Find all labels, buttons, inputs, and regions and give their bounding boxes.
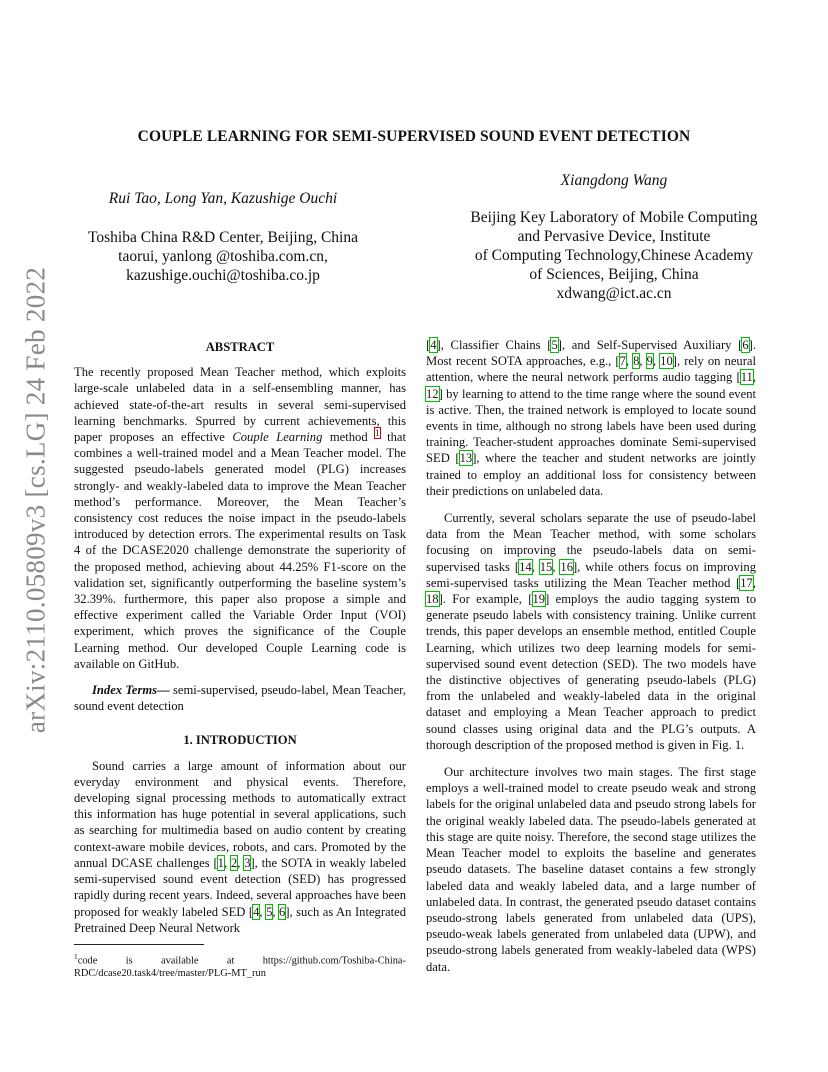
affiliation-line: Toshiba China R&D Center, Beijing, China (88, 229, 358, 246)
index-terms-label: Index Terms— (92, 683, 170, 698)
abstract-text: method (322, 430, 368, 445)
citation-link[interactable]: 12 (426, 386, 439, 401)
index-terms (74, 682, 406, 714)
citation-link[interactable]: 4 (253, 904, 260, 919)
email-line[interactable]: xdwang@ict.ac.cn (556, 285, 672, 302)
body-text: ] by learning to attend to the time range where the sound event is active. Then, the trained network is employed to locate sound events in time, although no strong labels have been used during training. Teacher-student approaches dominate Semi-supervised SED [ (426, 386, 756, 466)
introduction-paragraph: Our architecture involves two main stages. The first stage employs a well-trained model to create pseudo weak and strong labels for the original unlabeled data and pseudo strong labels for the original weakly labeled data. The pseudo-labels generated at this stage are quite noisy. Therefore, the second stage utilizes the Mean Teacher model to exploits the baseline and generates pseudo datasets. The baseline dataset contains a few strongly labeled data and weakly labeled data, and a large number of unlabeled data. In contrast, the generated pseudo dataset contains pseudo-strong labels generated from unlabeled data (UPS), pseudo-weak labels generated from unlabeled data (UPW), and pseudo-strong labels generated from weakly-labeled data (WPS) data. (426, 765, 756, 974)
citation-link[interactable]: 19 (532, 592, 546, 607)
body-text: ] employs the audio tagging system to generate pseudo labels with consistency training. Unlike current trends, this paper develops an ensemble method, entitled Couple Learning, which utilizes two deep learning models for semi-supervised sound event detection (SED). The two models have the distinctive objectives of generating pseudo-labels (PLG) from the unlabeled and weakly-labeled data in the original dataset and employing a Mean Teacher approach to predict sound classes using original data and the PLG’s outputs. A thorough description of the proposed method is given in Fig. 1. (426, 592, 756, 752)
citation-link[interactable]: 5 (551, 338, 558, 352)
citation-link[interactable]: 1 (217, 855, 224, 870)
abstract-text: The recently proposed Mean Teacher method, which exploits large-scale unlabeled data in a self-ensembling manner, has achieved state-of-the-art results in several semi-supervised learning benchmarks. Spurred by current achievements, this paper proposes an effective (74, 365, 406, 445)
abstract-heading: ABSTRACT (205, 340, 275, 354)
affiliation-line: and Pervasive Device, Institute (517, 228, 711, 245)
citation-link[interactable]: 10 (660, 354, 673, 369)
affiliation-line: Beijing Key Laboratory of Mobile Computing (470, 209, 758, 226)
footnote-link[interactable]: 1 (375, 427, 380, 438)
citation-link[interactable]: 13 (459, 451, 473, 466)
arxiv-stamp-text: arXiv:2110.05809v3 [cs.LG] 24 Feb 2022 (20, 266, 51, 734)
email-line[interactable]: kazushige.ouchi@toshiba.co.jp (126, 267, 320, 284)
citation-link[interactable]: 6 (279, 904, 286, 919)
citation-link[interactable]: 6 (742, 338, 749, 352)
introduction-heading: 1. INTRODUCTION (183, 733, 297, 748)
introduction-paragraph: Sound carries a large amount of information about our everyday environment and physical events. Therefore, developing signal processing methods to automatically extract this information has huge potential in several applications, such as searching for multimedia based on audio content by creating context-aware mobile devices, robots, and cars. Promoted by the annual DCASE challenges [1, 2, 3], the SOTA in weakly labeled semi-supervised sound event detection (SED) has progressed rapidly during recent years. Indeed, several approaches have been proposed for weakly labeled SED [4, 5, 6], such as An Integrated Pretrained Deep Neural Network (74, 758, 406, 935)
body-text: ], while others focus on improving semi-supervised tasks utilizing the Mean Teacher method [ (426, 559, 756, 590)
citation-link[interactable]: 4 (430, 338, 437, 352)
introduction-paragraph: Currently, several scholars separate the use of pseudo-label data from the Mean Teacher method, with some scholars focusing on improving the pseudo-labels data on semi-supervised tasks [14, 15, 16], while others focus on improving semi-supervised tasks utilizing the Mean Teacher method [17, 18]. For example, [19] employs the audio tagging system to generate pseudo labels with consistency training. Unlike current trends, this paper develops an ensemble method, entitled Couple Learning, which utilizes two deep learning models for semi-supervised sound event detection (SED). The two models have the distinctive objectives of generating pseudo-labels (PLG) from the unlabeled and weakly-labeled data in the original dataset and employing a Mean Teacher approach to predict sound classes using original data and the PLG’s outputs. A thorough description of the proposed method is given in Fig. 1. (426, 511, 756, 752)
body-text: Sound carries a large amount of information about our everyday environment and physical events. Therefore, developing signal processing methods to automatically extract this information has huge potential in several applications, such as searching for multimedia based on audio content by creating context-aware mobile devices, robots, and cars. Promoted by the annual DCASE challenges [ (74, 758, 406, 870)
affiliation-line: of Computing Technology,Chinese Academy (474, 247, 754, 264)
citation-link[interactable]: 8 (633, 354, 640, 369)
footnote (74, 950, 406, 980)
body-text: ]. For example, [ (438, 592, 533, 607)
abstract-body (74, 364, 406, 672)
body-text: ], where the teacher and student networks are jointly trained to employ an additional loss for consistency between their predictions on unlabeled data. (426, 451, 756, 498)
citation-link[interactable]: 11 (740, 370, 753, 385)
body-text: ], rely on neural attention, where the neural network performs audio tagging [ (426, 354, 756, 385)
citation-link[interactable]: 14 (519, 559, 532, 574)
abstract-emphasis: Couple Learning (232, 430, 323, 445)
left-column (74, 337, 406, 936)
body-text: ], and Self-Supervised Auxiliary [ (557, 338, 743, 352)
footnote-divider (74, 944, 204, 945)
citation-link[interactable]: 3 (244, 855, 251, 870)
body-text: ], Classifier Chains [ (436, 338, 552, 352)
affiliation-line: of Sciences, Beijing, China (529, 266, 699, 283)
citation-link[interactable]: 15 (539, 559, 553, 574)
citation-link[interactable]: 7 (619, 354, 626, 369)
introduction-paragraph: [4], Classifier Chains [5], and Self-Supervised Auxiliary [6]. Most recent SOTA approaches, e.g., [7, 8, 9, 10], rely on neural attention, where the neural network performs audio tagging [11, 12] by learning to attend to the time range where the sound event is active. Then, the trained network is employed to locate sound events in time, although no strong labels have been used during training. Teacher-student approaches dominate Semi-supervised SED [13], where the teacher and student networks are jointly trained to employ an additional loss for consistency between their predictions on unlabeled data. (426, 338, 756, 498)
right-column (426, 337, 756, 975)
email-line[interactable]: taorui, yanlong @toshiba.com.cn, (118, 248, 328, 265)
citation-link[interactable]: 16 (560, 559, 573, 574)
body-text: Currently, several scholars separate the use of pseudo-label data from the Mean Teacher method, with some scholars focusing on improving the pseudo-labels data on semi-supervised tasks [ (426, 511, 756, 574)
author-names-right: Xiangdong Wang (560, 172, 668, 189)
citation-link[interactable]: 18 (426, 592, 439, 607)
citation-link[interactable]: 17 (740, 575, 753, 590)
abstract-text: that combines a well-trained model and a Mean Teacher model. The suggested pseudo-labels generated model (PLG) increases strongly- and weakly-labeled data to improve the Mean Teacher method’s performance. Moreover, the Mean Teacher’s consistency cost reduces the noise impact in the pseudo-labels introduced by detection errors. The experimental results on Task 4 of the DCASE2020 challenge demonstrate the superiority of the proposed method, achieving about 44.25% F1-score on the validation set, significantly outperforming the baseline system’s 32.39%. furthermore, this paper also propose a simple and effective experiment called the Variable Order Input (VOI) experiment, which proves the significance of the Couple Learning method. Our developed Couple Learning code is available on GitHub. (74, 430, 406, 671)
footnote-mark: 1 (74, 952, 78, 961)
body-text: ], the SOTA in weakly labeled semi-supervised sound event detection (SED) has progressed rapidly during recent years. Indeed, several approaches have been proposed for weakly labeled SED [ (74, 855, 406, 919)
author-block-right (446, 172, 782, 303)
author-names-left: Rui Tao, Long Yan, Kazushige Ouchi (108, 190, 338, 207)
citation-link[interactable]: 2 (230, 855, 238, 870)
footnote-text[interactable]: code is available at https://github.com/Toshiba-China-RDC/dcase20.task4/tree/master/PLG-MT_run (74, 955, 406, 980)
citation-link[interactable]: 9 (646, 354, 653, 369)
paper-title: COUPLE LEARNING FOR SEMI-SUPERVISED SOUND EVENT DETECTION (137, 128, 691, 145)
body-text: ]. Most recent SOTA approaches, e.g., [ (426, 338, 756, 369)
citation-link[interactable]: 5 (266, 904, 273, 919)
author-block-left (0, 190, 446, 285)
index-terms-text: semi-supervised, pseudo-label, Mean Teacher, sound event detection (74, 683, 406, 714)
body-text: ], such as An Integrated Pretrained Deep Neural Network (74, 904, 406, 935)
